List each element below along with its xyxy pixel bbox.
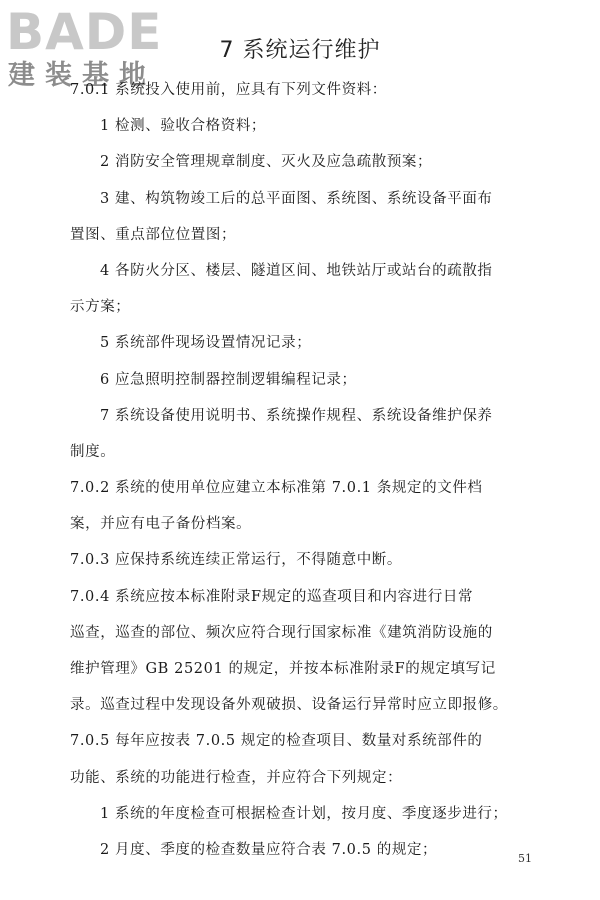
logo-wordmark: BADE bbox=[6, 3, 163, 61]
text-line: 录。巡查过程中发现设备外观破损、设备运行异常时应立即报修。 bbox=[70, 697, 508, 714]
text-line: 置图、重点部位位置图； bbox=[70, 226, 237, 243]
text-line: 示方案； bbox=[70, 299, 131, 316]
text-line: 7.0.5 每年应按表 7.0.5 规定的检查项目、数量对系统部件的 bbox=[70, 733, 483, 750]
page-number: 51 bbox=[518, 852, 532, 865]
text-line: 3 建、构筑物竣工后的总平面图、系统图、系统设备平面布 bbox=[100, 190, 493, 207]
body-text bbox=[70, 72, 530, 868]
text-line: 7.0.1 系统投入使用前，应具有下列文件资料： bbox=[70, 82, 387, 98]
text-line: 7.0.4 系统应按本标准附录F规定的巡查项目和内容进行日常 bbox=[70, 588, 474, 605]
text-line: 巡查，巡查的部位、频次应符合现行国家标准《建筑消防设施的 bbox=[70, 624, 493, 641]
text-line: 2 消防安全管理规章制度、灭火及应急疏散预案； bbox=[100, 154, 433, 171]
section-title: 7 系统运行维护 bbox=[219, 38, 381, 63]
text-line: 7.0.2 系统的使用单位应建立本标准第 7.0.1 条规定的文件档 bbox=[70, 480, 483, 497]
text-line: 4 各防火分区、楼层、隧道区间、地铁站厅或站台的疏散指 bbox=[100, 262, 493, 279]
text-line: 案，并应有电子备份档案。 bbox=[70, 516, 252, 533]
text-line: 6 应急照明控制器控制逻辑编程记录； bbox=[100, 371, 357, 388]
text-line: 7 系统设备使用说明书、系统操作规程、系统设备维护保养 bbox=[100, 407, 493, 424]
text-line: 制度。 bbox=[70, 443, 116, 460]
text-line: 功能、系统的功能进行检查，并应符合下列规定： bbox=[70, 769, 403, 786]
text-line: 1 检测、验收合格资料； bbox=[100, 118, 267, 135]
text-line: 维护管理》GB 25201 的规定，并按本标准附录F的规定填写记 bbox=[70, 661, 496, 677]
text-line: 2 月度、季度的检查数量应符合表 7.0.5 的规定； bbox=[100, 841, 438, 858]
text-line: 7.0.3 应保持系统连续正常运行，不得随意中断。 bbox=[70, 552, 403, 569]
text-line: 1 系统的年度检查可根据检查计划，按月度、季度逐步进行； bbox=[100, 805, 508, 822]
text-line: 5 系统部件现场设置情况记录； bbox=[100, 335, 312, 352]
logo-subtitle: 建装基地 bbox=[8, 60, 156, 91]
